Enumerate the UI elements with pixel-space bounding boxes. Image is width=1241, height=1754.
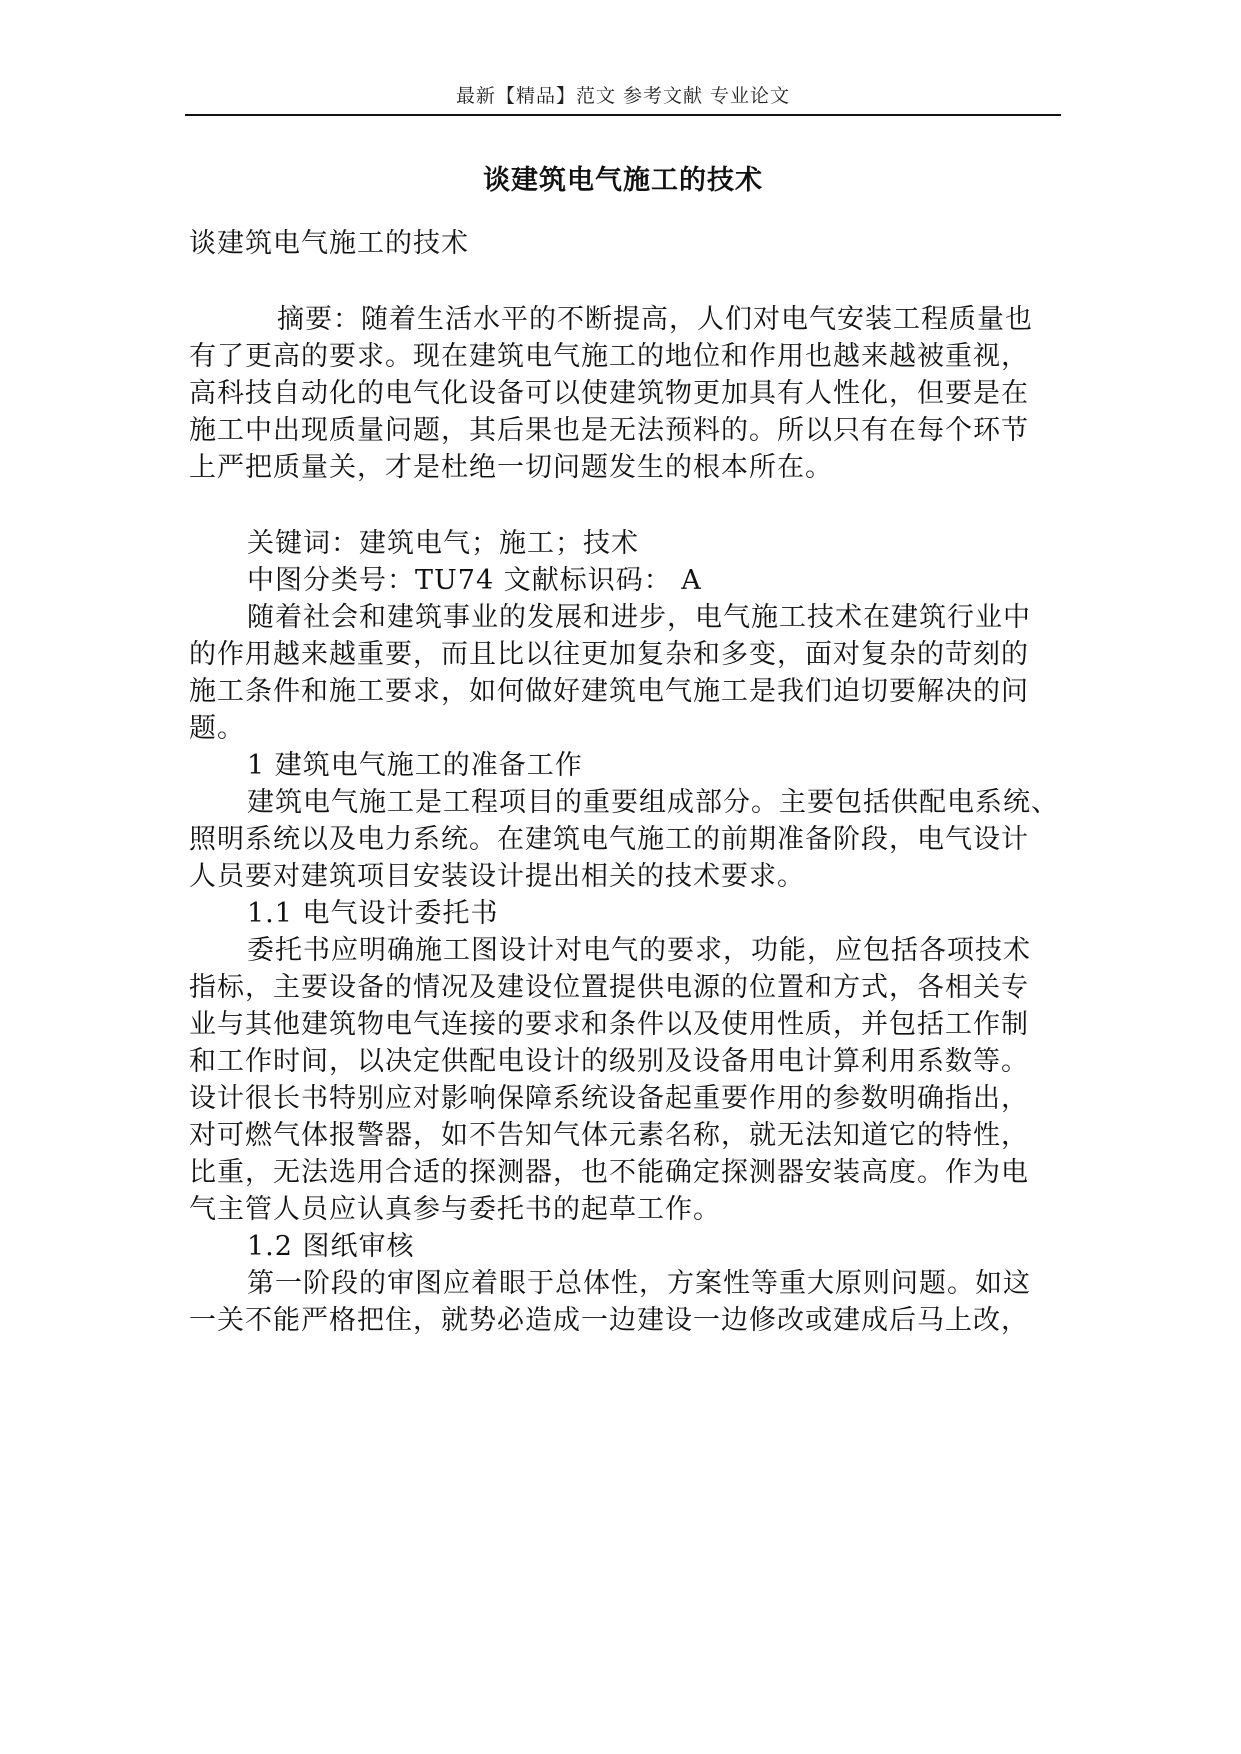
paragraph-line: 设计很长书特别应对影响保障系统设备起重要作用的参数明确指出，	[189, 1083, 1029, 1114]
paragraph-line: 建筑电气施工是工程项目的重要组成部分。主要包括供配电系统、	[247, 787, 1059, 818]
paragraph-line: 比重，无法选用合适的探测器，也不能确定探测器安装高度。作为电	[189, 1157, 1029, 1188]
subtitle-line: 谈建筑电气施工的技术	[189, 228, 469, 259]
paragraph-line: 的作用越来越重要，而且比以往更加复杂和多变，面对复杂的苛刻的	[189, 639, 1029, 670]
header-divider	[185, 114, 1061, 116]
paragraph-line: 施工条件和施工要求，如何做好建筑电气施工是我们迫切要解决的问	[189, 676, 1029, 707]
running-header: 最新【精品】范文 参考文献 专业论文	[455, 85, 791, 107]
abstract-line: 上严把质量关，才是杜绝一切问题发生的根本所在。	[189, 452, 833, 483]
paragraph-line: 随着社会和建筑事业的发展和进步，电气施工技术在建筑行业中	[247, 602, 1031, 633]
paragraph-line: 第一阶段的审图应着眼于总体性，方案性等重大原则问题。如这	[247, 1268, 1031, 1299]
classification-line: 中图分类号：TU74 文献标识码： A	[247, 565, 702, 596]
subsection-heading: 1.1 电气设计委托书	[247, 898, 499, 929]
abstract-line: 施工中出现质量问题，其后果也是无法预料的。所以只有在每个环节	[189, 415, 1029, 446]
keywords-line: 关键词：建筑电气；施工；技术	[247, 528, 639, 559]
document-title: 谈建筑电气施工的技术	[483, 165, 763, 196]
paragraph-line: 题。	[189, 713, 245, 744]
paragraph-line: 对可燃气体报警器，如不告知气体元素名称，就无法知道它的特性，	[189, 1120, 1029, 1151]
section-heading: 1 建筑电气施工的准备工作	[247, 750, 583, 781]
paragraph-line: 和工作时间，以决定供配电设计的级别及设备用电计算利用系数等。	[189, 1046, 1029, 1077]
paragraph-line: 一关不能严格把住，就势必造成一边建设一边修改或建成后马上改，	[189, 1305, 1029, 1336]
paragraph-line: 气主管人员应认真参与委托书的起草工作。	[189, 1194, 721, 1225]
paragraph-line: 指标，主要设备的情况及建设位置提供电源的位置和方式，各相关专	[189, 972, 1029, 1003]
abstract-line: 有了更高的要求。现在建筑电气施工的地位和作用也越来越被重视，	[189, 341, 1029, 372]
paragraph-line: 业与其他建筑物电气连接的要求和条件以及使用性质，并包括工作制	[189, 1009, 1029, 1040]
subsection-heading: 1.2 图纸审核	[247, 1231, 415, 1262]
body-text	[189, 225, 1069, 1339]
paragraph-line: 人员要对建筑项目安装设计提出相关的技术要求。	[189, 861, 805, 892]
paragraph-line: 委托书应明确施工图设计对电气的要求，功能，应包括各项技术	[247, 935, 1031, 966]
abstract-line: 高科技自动化的电气化设备可以使建筑物更加具有人性化，但要是在	[189, 378, 1029, 409]
abstract-line: 摘要：随着生活水平的不断提高，人们对电气安装工程质量也	[277, 304, 1033, 335]
paragraph-line: 照明系统以及电力系统。在建筑电气施工的前期准备阶段，电气设计	[189, 824, 1029, 855]
